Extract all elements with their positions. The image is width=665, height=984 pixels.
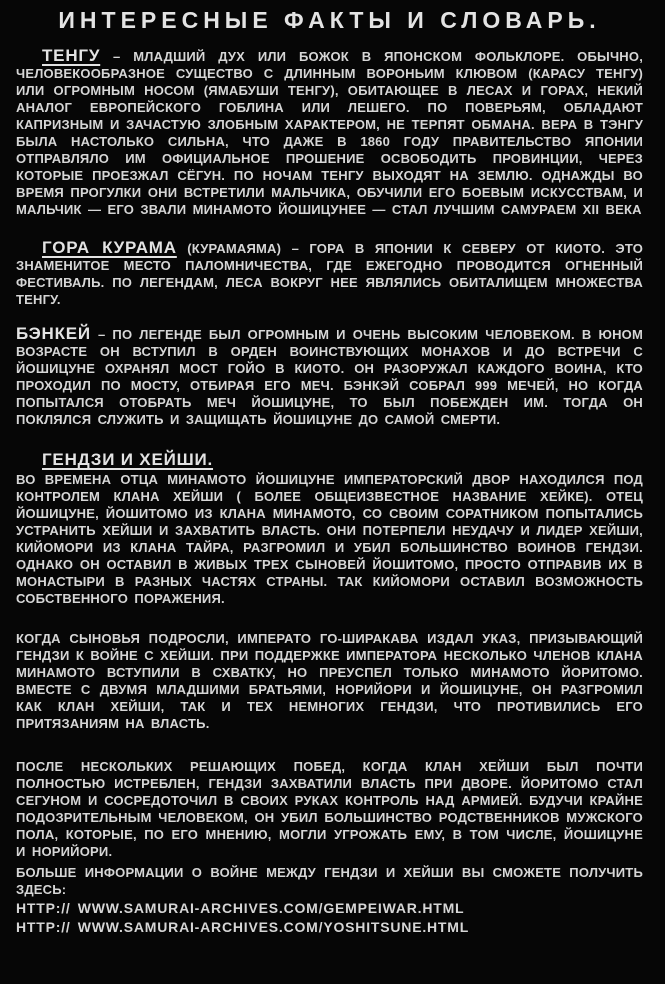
paragraph-sons-decree: КОГДА СЫНОВЬЯ ПОДРОСЛИ, ИМПЕРАТО ГО-ШИРАКАВА ИЗДАЛ УКАЗ, ПРИЗЫВАЮЩИЙ ГЕНДЗИ К ВОЙНЕ С ХЕЙШИ. ПРИ ПОДДЕРЖКЕ ИМПЕРАТОРА НЕСКОЛЬКО ЧЛЕНОВ КЛАНА МИНАМОТО ВСТУПИЛИ В СХВАТКУ, НО ПРЕУСПЕЛ ТОЛЬКО МИНАМОТО ЙОРИТОМО. ВМЕСТЕ С ДВУМЯ МЛАДШИМИ БРАТЬЯМИ, НОРИЙОРИ И ЙОШИЦУНЕ, ОН РАЗГРОМИЛ КАК КЛАН ХЕЙШИ, ТАК И ТЕХ НЕМНОГИХ ГЕНДЗИ, ЧТО ПРОТИВИЛИСЬ ЕГО ПРИТЯЗАНИЯМ НА ВЛАСТЬ. [16, 631, 643, 731]
entry-tengu-text: – МЛАДШИЙ ДУХ ИЛИ БОЖОК В ЯПОНСКОМ ФОЛЬКЛОРЕ. ОБЫЧНО, ЧЕЛОВЕКООБРАЗНОЕ СУЩЕСТВО С ДЛИННЫМ ВОРОНЬИМ КЛЮВОМ (КАРАСУ ТЕНГУ) ИЛИ ОГРОМНЫМ НОСОМ (ЯМАБУШИ ТЕНГУ), ОБИТАЮЩЕЕ В ЛЕСАХ И ГОРАХ, НЕКИЙ АНАЛОГ ЕВРОПЕЙСКОГО ГОБЛИНА ИЛИ ЛЕШЕГО. ПО ПОВЕРЬЯМ, ОБЛАДАЮТ КАПРИЗНЫМ И ЗАЧАСТУЮ ЗЛОБНЫМ ХАРАКТЕРОМ, НЕ ТЕРПЯТ ОБМАНА. ВЕРА В ТЭНГУ БЫЛА НАСТОЛЬКО СИЛЬНА, ЧТО ДАЖЕ В 1860 ГОДУ ПРАВИТЕЛЬСТВО ЯПОНИИ ОТПРАВЛЯЛО ИМ ОФИЦИАЛЬНОЕ ПРОШЕНИЕ ОСВОБОДИТЬ ПРОВИНЦИИ, ЧЕРЕЗ КОТОРЫЕ ПРОЕЗЖАЛ СЁГУН. ПО НОЧАМ ТЕНГУ ВЫХОДЯТ НА ЗЕМЛЮ. ОДНАЖДЫ ВО ВРЕМЯ ПРОГУЛКИ ОНИ ВСТРЕТИЛИ МАЛЬЧИКА, ОБУЧИЛИ ЕГО БОЕВЫМ ИСКУССТВАМ, И МАЛЬЧИК — ЕГО ЗВАЛИ МИНАМОТО ЙОШИЦУНЕЕ — СТАЛ ЛУЧШИМ САМУРАЕМ XII ВЕКА [16, 49, 643, 217]
entry-benkei-text: – ПО ЛЕГЕНДЕ БЫЛ ОГРОМНЫМ И ОЧЕНЬ ВЫСОКИМ ЧЕЛОВЕКОМ. В ЮНОМ ВОЗРАСТЕ ОН ВСТУПИЛ В ОРДЕН ВОИНСТВУЮЩИХ МОНАХОВ И ДО ВСТРЕЧИ С ЙОШИЦУНЕ ОХРАНЯЛ МОСТ ГОЙО В КИОТО. ОН РАЗОРУЖАЛ КАЖДОГО ВОИНА, КТО ПРОХОДИЛ ПО МОСТУ, ОТБИРАЯ ЕГО МЕЧ. БЭНКЭЙ СОБРАЛ 999 МЕЧЕЙ, НО КОГДА ПОПЫТАЛСЯ ОТОБРАТЬ МЕЧ ЙОШИЦУНЕ, ТО БЫЛ ПОБЕЖДЕН ИМ. ТОГДА ОН ПОКЛЯЛСЯ СЛУЖИТЬ И ЗАЩИЩАТЬ ЙОШИЦУНЕ ДО САМОЙ СМЕРТИ. [16, 327, 643, 427]
reference-links [16, 899, 643, 936]
paragraph-yoritomo-shogun: ПОСЛЕ НЕСКОЛЬКИХ РЕШАЮЩИХ ПОБЕД, КОГДА КЛАН ХЕЙШИ БЫЛ ПОЧТИ ПОЛНОСТЬЮ ИСТРЕБЛЕН, ГЕНДЗИ ЗАХВАТИЛИ ВЛАСТЬ ПРИ ДВОРЕ. ЙОРИТОМО СТАЛ СЕГУНОМ И СОСРЕДОТОЧИЛ В СВОИХ РУКАХ КОНТРОЛЬ НАД АРМИЕЙ. БУДУЧИ КРАЙНЕ ПОДОЗРИТЕЛЬНЫМ ЧЕЛОВЕКОМ, ОН УБИЛ БОЛЬШИНСТВО РОДСТВЕННИКОВ МУЖСКОГО ПОЛА, КОТОРЫЕ, ПО ЕГО МНЕНИЮ, МОГЛИ УГРОЖАТЬ ЕМУ, В ТОМ ЧИСЛЕ, ЙОШИЦУНЕ И НОРИЙОРИ. [16, 759, 643, 859]
entry-benkei [16, 325, 643, 428]
entry-benkei-term: БЭНКЕЙ [16, 324, 91, 343]
entry-kurama [16, 239, 643, 308]
entry-tengu [16, 47, 643, 218]
link-yoshitsune: HTTP:// WWW.SAMURAI-ARCHIVES.COM/YOSHITSUNE.HTML [16, 918, 470, 935]
paragraph-genji-heishi: ВО ВРЕМЕНА ОТЦА МИНАМОТО ЙОШИЦУНЕ ИМПЕРАТОРСКИЙ ДВОР НАХОДИЛСЯ ПОД КОНТРОЛЕМ КЛАНА ХЕЙШИ ( БОЛЕЕ ОБЩЕИЗВЕСТНОЕ НАЗВАНИЕ ХЕЙКЕ). ОТЕЦ ЙОШИЦУНЕ, ЙОШИТОМО ИЗ КЛАНА МИНАМОТО, СО СВОИМ СОРАТНИКОМ ПОПЫТАЛИСЬ УСТРАНИТЬ ХЕЙШИ И ЗАХВАТИТЬ ВЛАСТЬ. ОНИ ПОТЕРПЕЛИ НЕУДАЧУ И ЛИДЕР ХЕЙШИ, КИЙОМОРИ ИЗ КЛАНА ТАЙРА, РАЗГРОМИЛ И УБИЛ БОЛЬШИНСТВО ВОИНОВ ГЕНДЗИ. ОДНАКО ОН ОСТАВИЛ В ЖИВЫХ ТРЕХ СЫНОВЕЙ ЙОШИТОМО, ПРОСТО ОТПРАВИВ ИХ В МОНАСТЫРИ В РАЗНЫХ ЧАСТЯХ СТРАНЫ. ТАК КИЙОМОРИ ОСТАВИЛ ВОЗМОЖНОСТЬ СОБСТВЕННОГО ПОРАЖЕНИЯ. [16, 472, 643, 606]
section-heading-genji-heishi: ГЕНДЗИ И ХЕЙШИ. [42, 450, 214, 469]
entry-kurama-term: ГОРА КУРАМА [42, 238, 177, 257]
page-title: ИНТЕРЕСНЫЕ ФАКТЫ И СЛОВАРЬ. [58, 7, 601, 33]
entry-kurama-text: (КУРАМАЯМА) – ГОРА В ЯПОНИИ К СЕВЕРУ ОТ КИОТО. ЭТО ЗНАМЕНИТОЕ МЕСТО ПАЛОМНИЧЕСТВА, ГДЕ ЕЖЕГОДНО ПРОВОДИТСЯ ОГНЕННЫЙ ФЕСТИВАЛЬ. ПО ЛЕГЕНДАМ, ЛЕСА ВОКРУГ НЕЕ ЯВЛЯЛИСЬ ОБИТАЛИЩЕМ МНОЖЕСТВА ТЕНГУ. [16, 241, 644, 307]
entry-tengu-term: ТЕНГУ [42, 46, 101, 65]
link-gempeiwar: HTTP:// WWW.SAMURAI-ARCHIVES.COM/GEMPEIWAR.HTML [16, 900, 465, 916]
paragraph-more-info: БОЛЬШЕ ИНФОРМАЦИИ О ВОЙНЕ МЕЖДУ ГЕНДЗИ И ХЕЙШИ ВЫ СМОЖЕТЕ ПОЛУЧИТЬ ЗДЕСЬ: [16, 865, 643, 897]
